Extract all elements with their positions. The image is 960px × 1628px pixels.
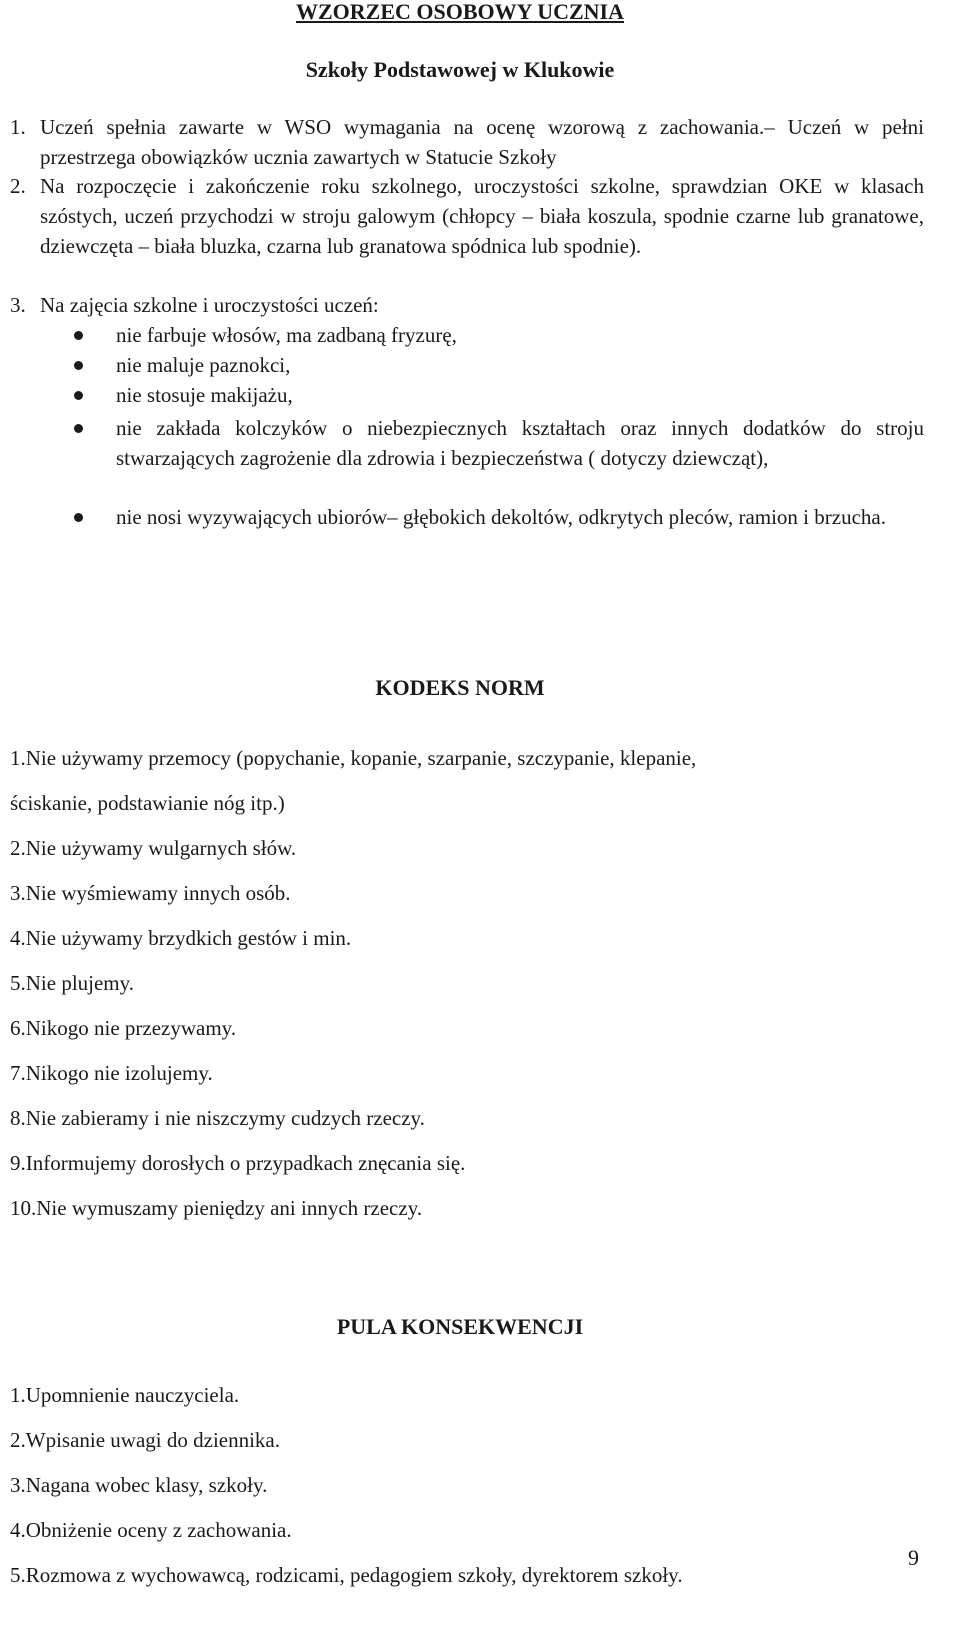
bullet-text: nie farbuje włosów, ma zadbaną fryzurę, [116, 323, 457, 347]
konsekwencje-item: 2.Wpisanie uwagi do dziennika. [10, 1428, 281, 1452]
bullet-item [74, 350, 924, 380]
rule-text: Na rozpoczęcie i zakończenie roku szkolnego, uroczystości szkolne, sprawdzian OKE w klasach szóstych, uczeń przychodzi w stroju galowym (chłopcy – biała koszula, spodnie czarne lub granatowe, dziewczęta – biała bluzka, czarna lub granatowa spódnica lub spodnie). [40, 174, 924, 258]
rule-text: Uczeń spełnia zawarte w WSO wymagania na ocenę wzorową z zachowania.– Uczeń w pełni przestrzega obowiązków ucznia zawartych w Statucie Szkoły [40, 115, 924, 169]
rule-number: 3. [10, 293, 26, 317]
page-number: 9 [908, 1545, 919, 1570]
kodeks-item: 3.Nie wyśmiewamy innych osób. [10, 881, 291, 905]
document-subtitle: Szkoły Podstawowej w Klukowie [305, 57, 615, 82]
kodeks-item: 10.Nie wymuszamy pieniędzy ani innych rzeczy. [10, 1196, 423, 1220]
kodeks-heading: KODEKS NORM [375, 675, 545, 700]
document-title: WZORZEC OSOBOWY UCZNIA [295, 0, 624, 24]
bullet-dot-icon [74, 391, 83, 400]
kodeks-item: 2.Nie używamy wulgarnych słów. [10, 836, 297, 860]
konsekwencje-heading: PULA KONSEKWENCJI [336, 1314, 584, 1339]
bullet-dot-icon [74, 424, 83, 433]
bullet-text: nie stosuje makijażu, [116, 383, 293, 407]
konsekwencje-item: 3.Nagana wobec klasy, szkoły. [10, 1473, 268, 1497]
bullet-item [74, 320, 924, 350]
rule-text: Na zajęcia szkolne i uroczystości uczeń: [40, 293, 379, 317]
kodeks-item: 7.Nikogo nie izolujemy. [10, 1061, 213, 1085]
bullet-item [74, 380, 924, 410]
rule-number: 1. [10, 115, 26, 139]
bullet-text: nie nosi wyzywających ubiorów– głębokich dekoltów, odkrytych pleców, ramion i brzucha. [116, 505, 886, 529]
bullet-item [74, 413, 924, 473]
bullet-item [74, 502, 924, 532]
kodeks-item: ściskanie, podstawianie nóg itp.) [10, 791, 285, 815]
bullet-dot-icon [74, 513, 83, 522]
konsekwencje-item: 5.Rozmowa z wychowawcą, rodzicami, pedagogiem szkoły, dyrektorem szkoły. [10, 1563, 683, 1587]
konsekwencje-item: 4.Obniżenie oceny z zachowania. [10, 1518, 292, 1542]
kodeks-item: 5.Nie plujemy. [10, 971, 135, 995]
bullet-dot-icon [74, 361, 83, 370]
kodeks-item: 1.Nie używamy przemocy (popychanie, kopanie, szarpanie, szczypanie, klepanie, [10, 746, 697, 770]
bullet-text: nie zakłada kolczyków o niebezpiecznych kształtach oraz innych dodatków do stroju stwarzających zagrożenie dla zdrowia i bezpieczeństwa ( dotyczy dziewcząt), [116, 416, 924, 470]
rule-item [10, 112, 924, 172]
kodeks-item: 6.Nikogo nie przezywamy. [10, 1016, 237, 1040]
rule-item [10, 290, 924, 320]
kodeks-item: 4.Nie używamy brzydkich gestów i min. [10, 926, 352, 950]
rule-item [10, 171, 924, 261]
bullet-text: nie maluje paznokci, [116, 353, 291, 377]
kodeks-item: 9.Informujemy dorosłych o przypadkach znęcania się. [10, 1151, 466, 1175]
konsekwencje-item: 1.Upomnienie nauczyciela. [10, 1383, 240, 1407]
kodeks-item: 8.Nie zabieramy i nie niszczymy cudzych rzeczy. [10, 1106, 425, 1130]
rule-number: 2. [10, 174, 26, 198]
bullet-dot-icon [74, 331, 83, 340]
